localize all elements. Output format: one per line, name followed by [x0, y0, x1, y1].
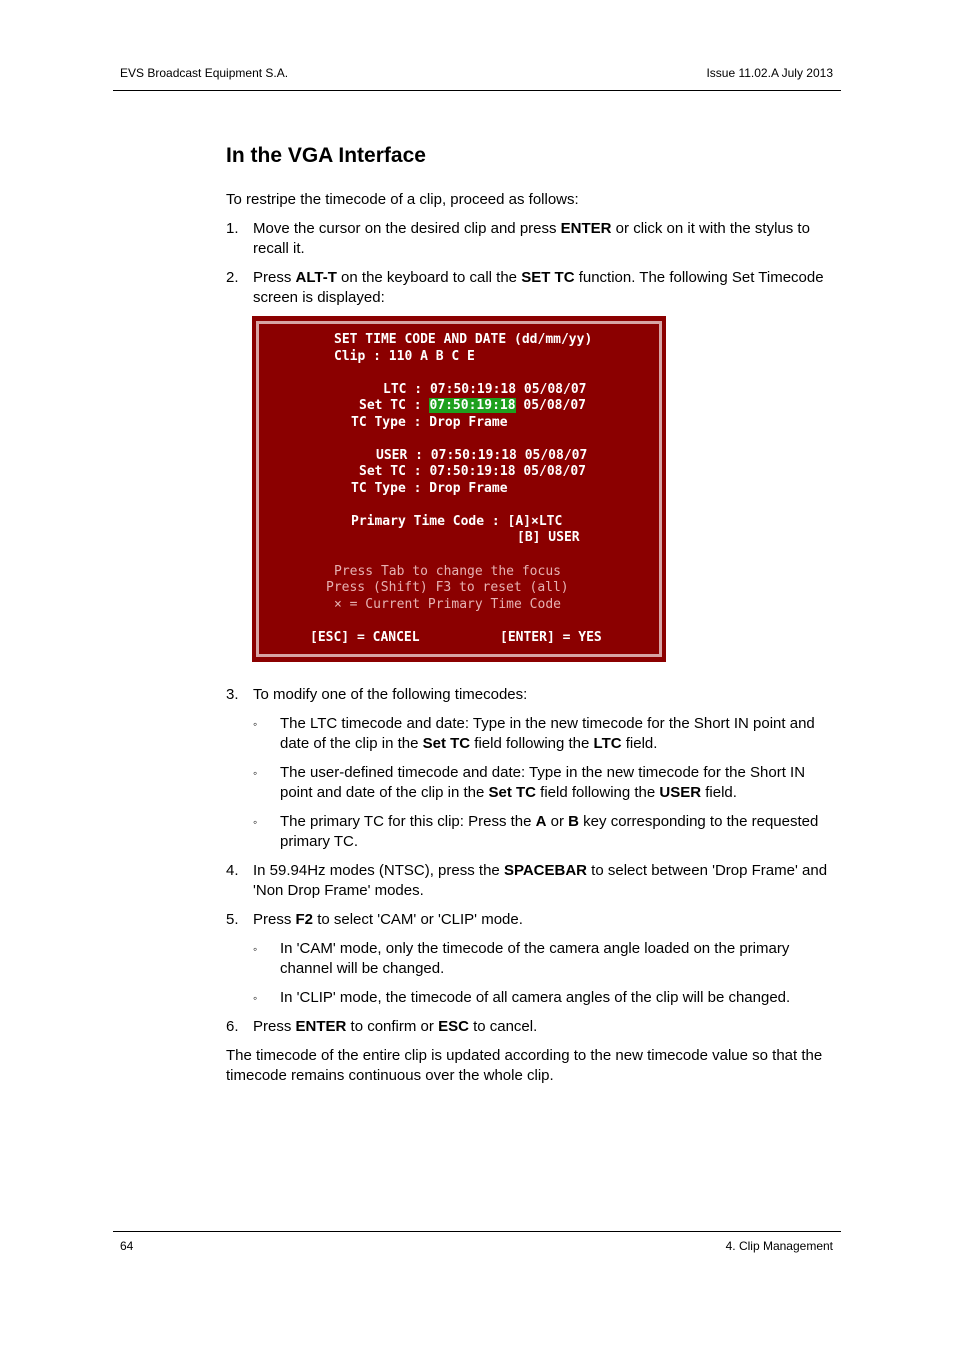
page-number: 64	[120, 1239, 134, 1253]
step-5: 5. Press F2 to select 'CAM' or 'CLIP' mode.	[226, 911, 523, 928]
step-3: 3. To modify one of the following timecodes:	[226, 686, 528, 703]
vga-help-reset: Press (Shift) F3 to reset (all)	[326, 580, 569, 595]
footer-rule	[113, 1231, 841, 1232]
section-title: In the VGA Interface	[226, 144, 426, 167]
vga-help-legend: × = Current Primary Time Code	[334, 597, 561, 612]
step-3-bullet-primary: ◦ The primary TC for this clip: Press the A or B key corresponding to the requested primary TC.	[253, 813, 819, 850]
closing-text: The timecode of the entire clip is updated according to the new timecode value so that the timecode remains continuous over the whole clip.	[226, 1047, 823, 1084]
vga-title: SET TIME CODE AND DATE (dd/mm/yy)	[334, 332, 593, 347]
vga-esc-cancel: [ESC] = CANCEL	[310, 630, 420, 645]
step-6: 6. Press ENTER to confirm or ESC to cancel.	[226, 1018, 538, 1035]
step-3-bullet-user: ◦ The user-defined timecode and date: Type in the new timecode for the Short IN point and date of the clip in the Set TC field following the USER field.	[253, 764, 806, 801]
vga-enter-yes: [ENTER] = YES	[500, 630, 602, 645]
vga-set-tc-ltc: Set TC : 07:50:19:18 05/08/07	[359, 398, 586, 413]
set-timecode-screenshot	[252, 316, 666, 662]
vga-clip: Clip : 110 A B C E	[334, 349, 475, 364]
vga-primary-a: Primary Time Code : [A]×LTC	[351, 514, 563, 529]
header-rule	[113, 90, 841, 91]
vga-set-tc-user: Set TC : 07:50:19:18 05/08/07	[359, 464, 586, 479]
vga-ltc: LTC : 07:50:19:18 05/08/07	[383, 382, 587, 397]
step-1: 1. Move the cursor on the desired clip and press ENTER or click on it with the stylus to recall it.	[226, 220, 810, 257]
step-4: 4. In 59.94Hz modes (NTSC), press the SPACEBAR to select between 'Drop Frame' and 'Non Drop Frame' modes.	[226, 862, 828, 899]
footer-chapter: 4. Clip Management	[725, 1239, 833, 1253]
vga-primary-b: [B] USER	[517, 530, 580, 545]
vga-tc-type-user: TC Type : Drop Frame	[351, 481, 508, 496]
intro-text: To restripe the timecode of a clip, proceed as follows:	[226, 191, 579, 208]
step-5-bullet-cam: ◦ In 'CAM' mode, only the timecode of the camera angle loaded on the primary channel will be changed.	[253, 940, 790, 977]
step-2: 2. Press ALT-T on the keyboard to call the SET TC function. The following Set Timecode screen is displayed:	[226, 269, 824, 306]
vga-help-tab: Press Tab to change the focus	[334, 564, 561, 579]
vga-user: USER : 07:50:19:18 05/08/07	[376, 448, 588, 463]
step-3-bullet-ltc: ◦ The LTC timecode and date: Type in the new timecode for the Short IN point and date of the clip in the Set TC field following the LTC field.	[253, 715, 815, 752]
vga-set-tc-ltc-field[interactable]: 07:50:19:18	[429, 398, 516, 413]
step-5-bullet-clip: ◦ In 'CLIP' mode, the timecode of all camera angles of the clip will be changed.	[253, 989, 791, 1006]
header-issue: Issue 11.02.A July 2013	[706, 66, 833, 80]
vga-tc-type-ltc: TC Type : Drop Frame	[351, 415, 508, 430]
header-company: EVS Broadcast Equipment S.A.	[120, 66, 289, 80]
